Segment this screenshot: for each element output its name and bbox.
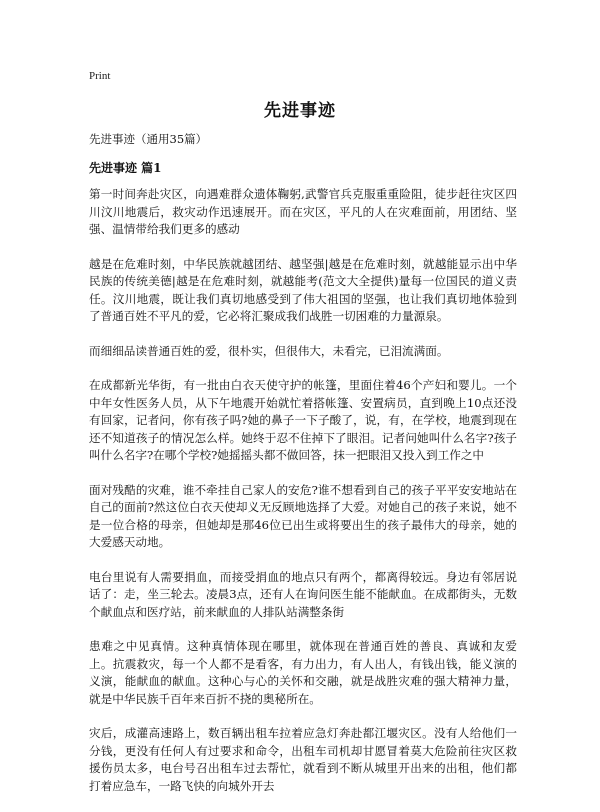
print-label: Print xyxy=(89,70,111,82)
paragraph-4: 在成都新光华街，有一批由白衣天使守护的帐篷，里面住着46个产妇和婴儿。一个中年女性医务人员，从下午地震开始就忙着搭帐篷、安置病员，直到晚上10点还没有回家，记者问，你有孩子吗?她的鼻子一下子酸了，说，有，在学校，地震到现在还不知道孩子的情况怎么样。她终于忍不住掉下了眼泪。记者问她叫什么名字?孩子叫什么名字?在哪个学校?她摇摇头都不做回答，抹一把眼泪又投入到工作之中 xyxy=(89,378,517,462)
paragraph-2: 越是在危难时刻，中华民族就越团结、越坚强|越是在危难时刻，就越能显示出中华民族的传统美德|越是在危难时刻，就越能考(范文大全提供)量每一位国民的道义责任。汶川地震，既让我们真切地感受到了伟大祖国的坚强，也让我们真切地体验到了普通百姓不平凡的爱，它必将汇聚成我们战胜一切困难的力量源泉。 xyxy=(89,256,517,323)
document-subtitle: 先进事迹（通用35篇） xyxy=(89,132,208,146)
paragraph-3: 而细细品读普通百姓的爱，很朴实，但很伟大，未看完，已泪流满面。 xyxy=(89,343,449,358)
article-body xyxy=(89,186,517,812)
paragraph-1: 第一时间奔赴灾区，向遇难群众遗体鞠躬,武警官兵克服重重险阻，徒步赶往灾区四川汶川地震后，救灾动作迅速展开。而在灾区，平凡的人在灾难面前，用团结、坚强、温情带给我们更多的感动 xyxy=(89,187,517,236)
paragraph-8: 灾后，成灌高速路上，数百辆出租车拉着应急灯奔赴都江堰灾区。没有人给他们一分钱，更没有任何人有过要求和命令，出租车司机却甘愿冒着莫大危险前往灾区救援伤员太多，电台号召出租车过去帮忙，就看到不断从城里开出来的出租，他们都打着应急车，一路飞快的向城外开去 xyxy=(89,726,517,793)
paragraph-6: 电台里说有人需要捐血，而接受捐血的地点只有两个，都离得较远。身边有邻居说话了：走，坐三轮去。凌晨3点，还有人在询问医生能不能献血。在成都街头，无数个献血点和医疗站，前来献血的人排队站满整条街 xyxy=(89,569,517,619)
paragraph-5: 面对残酷的灾难，谁不牵挂自己家人的安危?谁不想看到自己的孩子平平安安地站在自己的面前?然这位白衣天使却义无反顾地选择了大爱。对她自己的孩子来说，她不是一位合格的母亲，但她却是那46位已出生或将要出生的孩子最伟大的母亲，她的大爱感天动地。 xyxy=(89,482,517,549)
section-heading: 先进事迹 篇1 xyxy=(89,161,162,175)
document-title: 先进事迹 xyxy=(264,101,336,121)
paragraph-7: 患难之中见真情。这种真情体现在哪里，就体现在普通百姓的善良、真诚和友爱上。抗震救灾，每一个人都不是看客，有力出力，有人出人，有钱出钱，能义演的义演，能献血的献血。这种心与心的关怀和交融，就是战胜灾难的强大精神力量，就是中华民族千百年来百折不挠的奥秘所在。 xyxy=(89,639,517,706)
